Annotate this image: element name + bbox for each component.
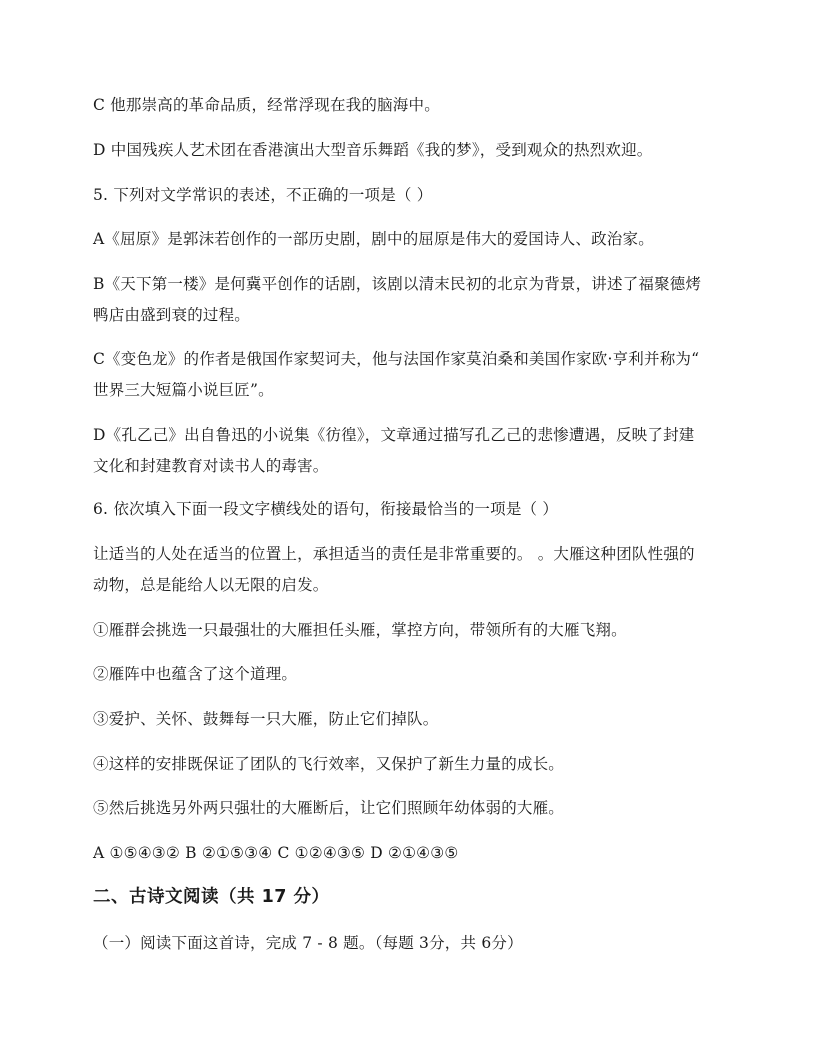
option-d-line: D 中国残疾人艺术团在香港演出大型音乐舞蹈《我的梦》，受到观众的热烈欢迎。 xyxy=(93,141,653,159)
q6-sentence-4: ④这样的安排既保证了团队的飞行效率，又保护了新生力量的成长。 xyxy=(93,755,565,773)
q6-passage-line1: 让适当的人处在适当的位置上，承担适当的责任是非常重要的。 。大雁这种团队性强的 xyxy=(93,545,695,563)
q5-option-d-line2: 文化和封建教育对读书人的毒害。 xyxy=(93,457,329,475)
q5-option-b-line1: B《天下第一楼》是何冀平创作的话剧，该剧以清末民初的北京为背景，讲述了福聚德烤 xyxy=(93,275,702,293)
q6-sentence-2: ②雁阵中也蕴含了这个道理。 xyxy=(93,665,298,683)
q6-sentence-5: ⑤然后挑选另外两只强壮的大雁断后，让它们照顾年幼体弱的大雁。 xyxy=(93,799,565,817)
option-c-line: C 他那崇高的革命品质，经常浮现在我的脑海中。 xyxy=(93,96,440,114)
q6-sentence-1: ①雁群会挑选一只最强壮的大雁担任头雁，掌控方向，带领所有的大雁飞翔。 xyxy=(93,621,627,639)
q6-passage-line2: 动物，总是能给人以无限的启发。 xyxy=(93,576,329,594)
question-5-stem: 5. 下列对文学常识的表述，不正确的一项是（ ） xyxy=(93,186,433,204)
question-6-stem: 6. 依次填入下面一段文字横线处的语句，衔接最恰当的一项是（ ） xyxy=(93,500,559,518)
q6-sentence-3: ③爱护、关怀、鼓舞每一只大雁，防止它们掉队。 xyxy=(93,710,439,728)
q5-option-d-line1: D《孔乙己》出自鲁迅的小说集《彷徨》，文章通过描写孔乙己的悲惨遭遇，反映了封建 xyxy=(93,426,695,444)
q5-option-c-line1: C《变色龙》的作者是俄国作家契诃夫，他与法国作家莫泊桑和美国作家欧·亨利并称为“ xyxy=(93,350,700,368)
q5-option-b-line2: 鸭店由盛到衰的过程。 xyxy=(93,306,251,324)
q5-option-c-line2: 世界三大短篇小说巨匠”。 xyxy=(93,381,274,399)
section-heading: 二、古诗文阅读（共 17 分） xyxy=(93,887,330,907)
q5-option-a: A《屈原》是郭沫若创作的一部历史剧，剧中的屈原是伟大的爱国诗人、政治家。 xyxy=(93,230,654,248)
q6-answer-options: A ①⑤④③② B ②①⑤③④ C ①②④③⑤ D ②①④③⑤ xyxy=(93,844,459,862)
sub-heading: （一）阅读下面这首诗，完成 7 - 8 题。（每题 3分，共 6分） xyxy=(93,934,523,952)
